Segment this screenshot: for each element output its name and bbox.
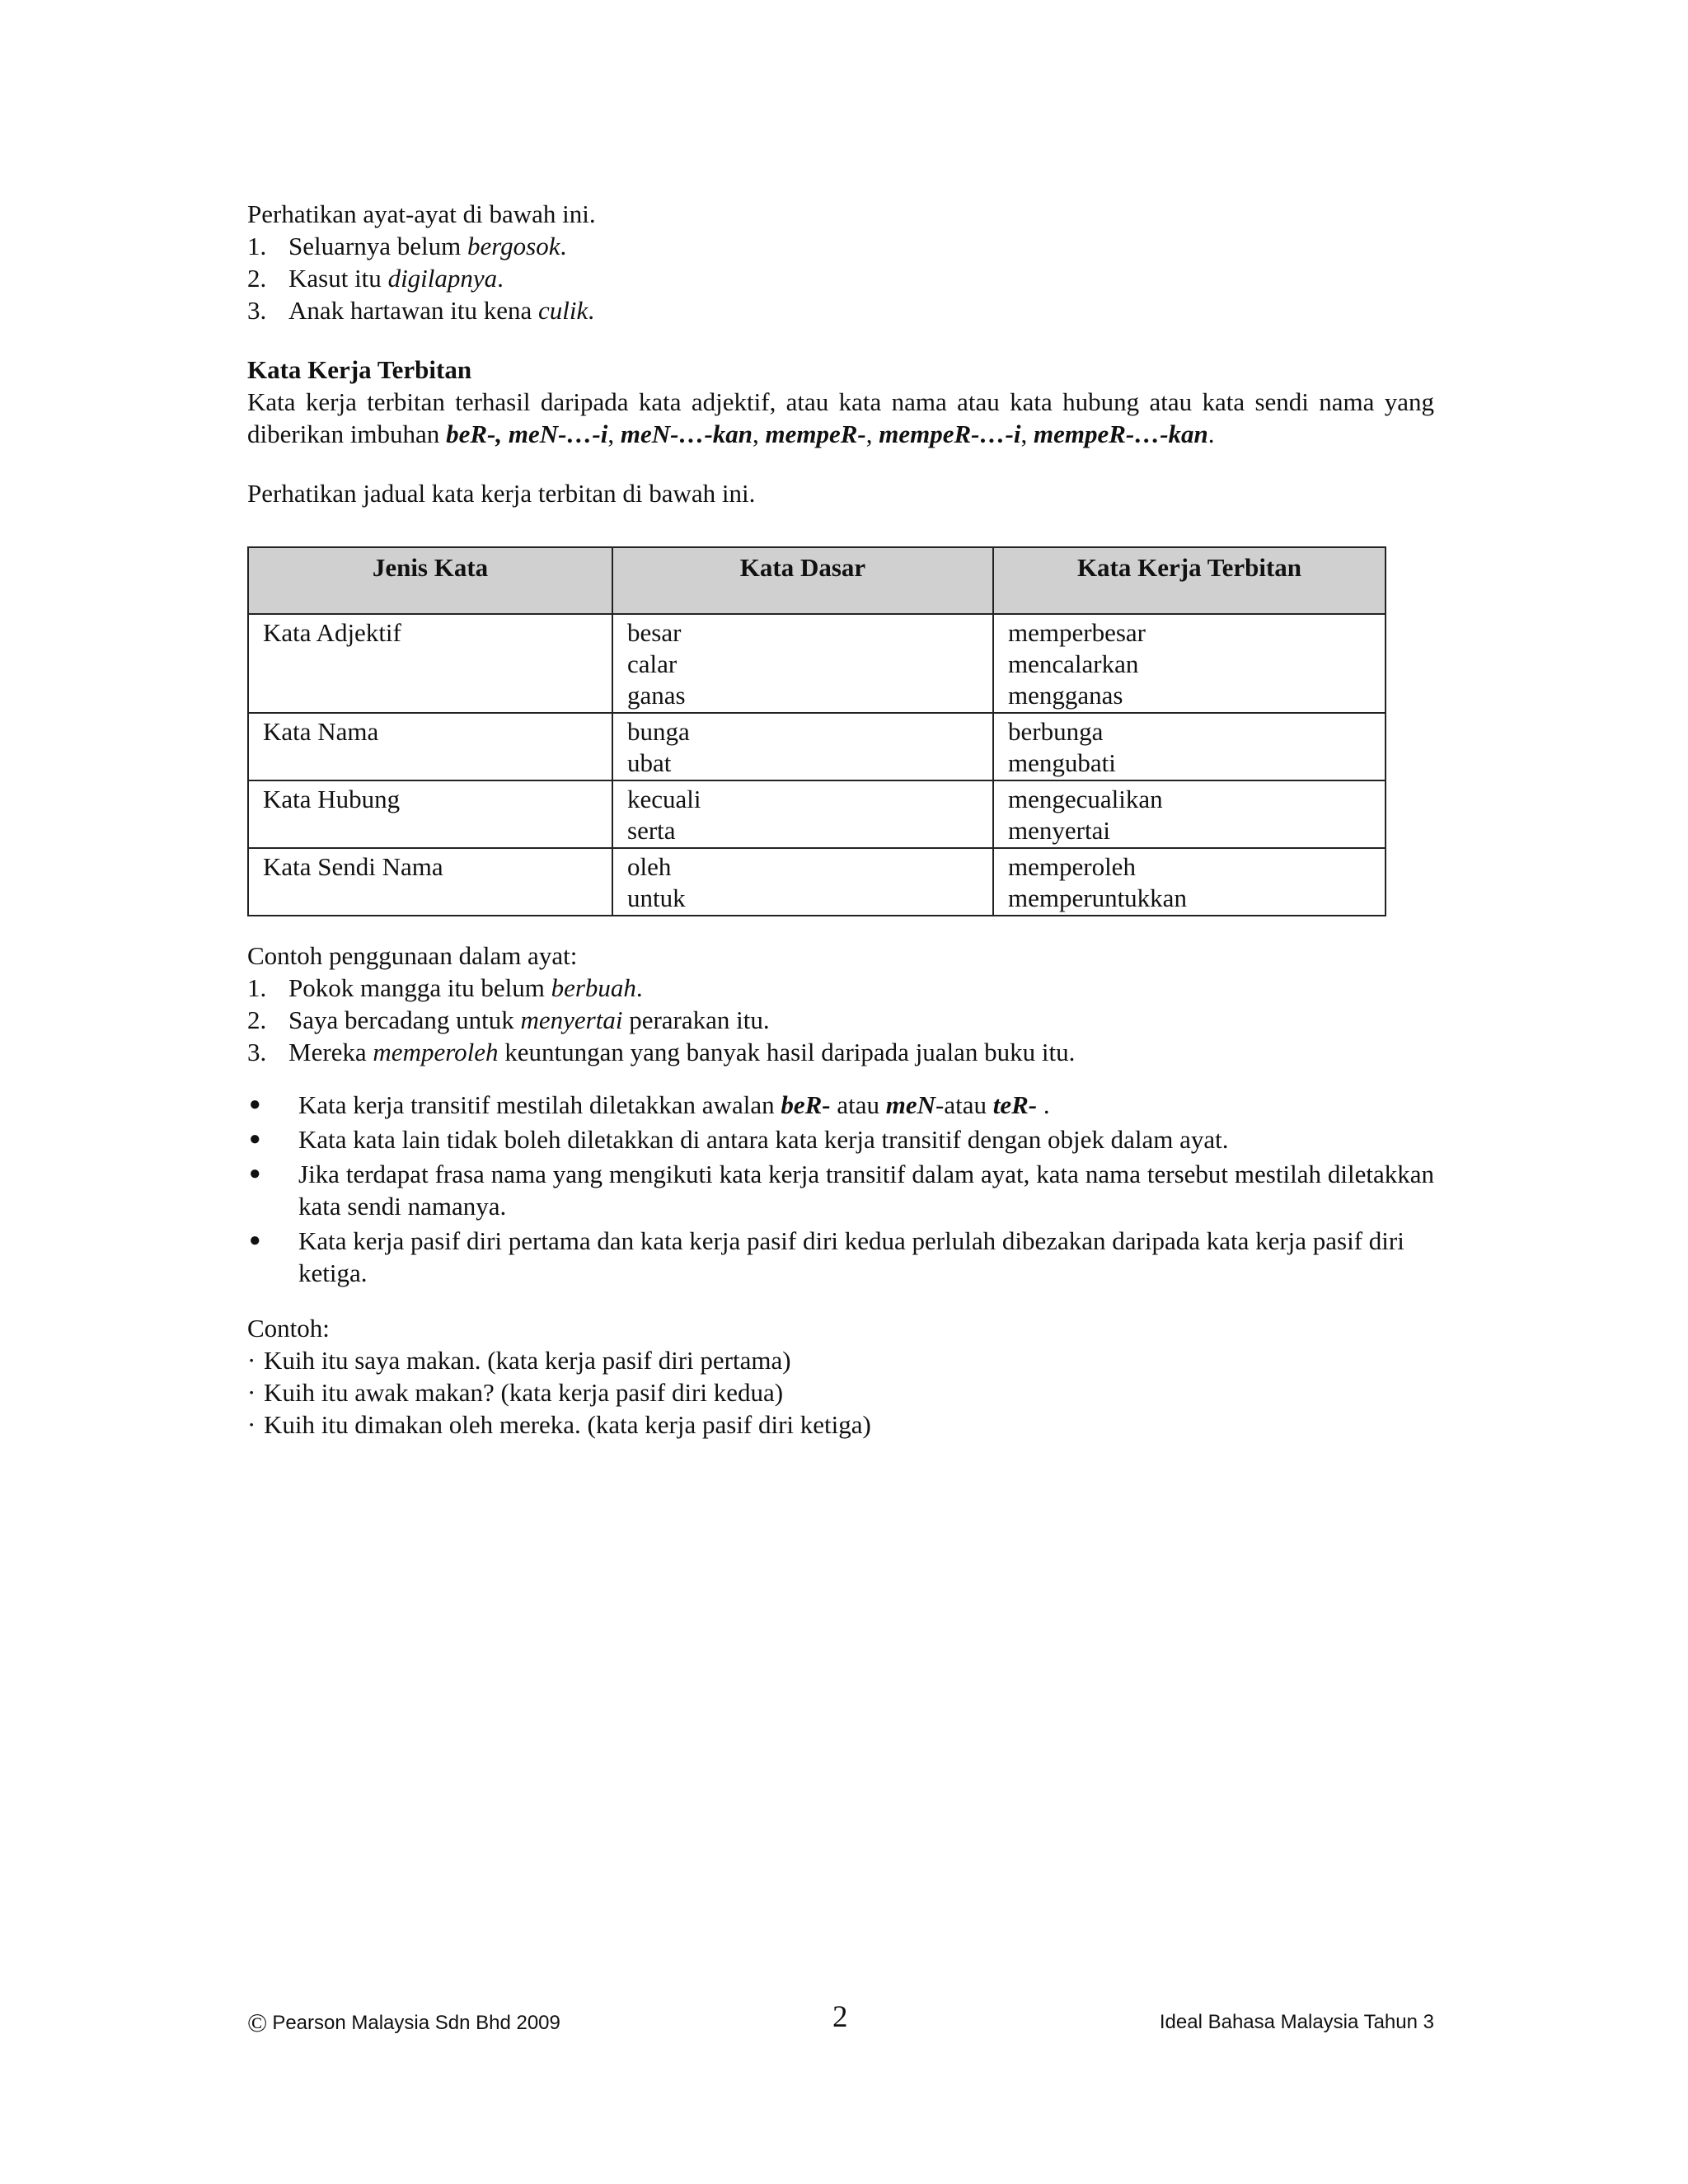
table-cell: memperoleh memperuntukkan bbox=[993, 848, 1386, 916]
example-item: · Kuih itu awak makan? (kata kerja pasif diri kedua) bbox=[247, 1378, 784, 1407]
table-row bbox=[248, 848, 1386, 916]
middle-dot-icon: · bbox=[247, 1346, 256, 1375]
middle-dot-icon: · bbox=[247, 1410, 256, 1439]
section-paragraph: Kata kerja terbitan terhasil daripada kata adjektif, atau kata nama atau kata hubung atau kata sendi nama yang diberikan imbuhan beR-, meN-…-i, meN-…-kan, mempeR-, mempeR-…-i, mempeR-…-kan. bbox=[247, 387, 1434, 448]
list-item: 3. Anak hartawan itu kena culik. bbox=[247, 296, 594, 325]
table-row bbox=[248, 780, 1386, 848]
kata-kerja-table bbox=[247, 546, 1386, 916]
bullet-item: ● Kata kerja transitif mestilah diletakkan awalan beR- atau meN-atau teR- . bbox=[249, 1090, 1050, 1119]
table-cell: bunga ubat bbox=[612, 713, 993, 780]
footer-publisher: © Pearson Malaysia Sdn Bhd 2009 bbox=[247, 2008, 560, 2037]
usage-section bbox=[247, 940, 1434, 1441]
table-intro: Perhatikan jadual kata kerja terbitan di bawah ini. bbox=[247, 479, 756, 508]
list-item: 1. Seluarnya belum bergosok. bbox=[247, 232, 567, 260]
table-cell: Kata Sendi Nama bbox=[248, 848, 612, 916]
table-cell: Kata Nama bbox=[248, 713, 612, 780]
column-header: Kata Kerja Terbitan bbox=[993, 547, 1386, 614]
table-header-row bbox=[248, 547, 1386, 614]
page-footer bbox=[247, 2000, 1434, 2046]
list-item: 3. Mereka memperoleh keuntungan yang banyak hasil daripada jualan buku itu. bbox=[247, 1038, 1076, 1066]
table-row bbox=[248, 614, 1386, 713]
footer-book-title: Ideal Bahasa Malaysia Tahun 3 bbox=[1159, 2011, 1434, 2033]
page-body bbox=[247, 198, 1434, 509]
intro-list bbox=[247, 230, 1434, 326]
list-item: 2. Saya bercadang untuk menyertai perarakan itu. bbox=[247, 1005, 770, 1034]
bullet-icon: ● bbox=[249, 1230, 261, 1251]
section-heading: Kata Kerja Terbitan bbox=[247, 355, 472, 384]
table-row bbox=[248, 713, 1386, 780]
copyright-icon: © bbox=[247, 2008, 268, 2037]
column-header: Kata Dasar bbox=[612, 547, 993, 614]
middle-dot-icon: · bbox=[247, 1378, 256, 1407]
table-cell: Kata Hubung bbox=[248, 780, 612, 848]
bullet-item: ● Kata kerja pasif diri pertama dan kata kerja pasif diri kedua perlulah dibezakan daripada kata kerja pasif diri ketiga. bbox=[249, 1226, 1404, 1287]
table-cell: kecuali serta bbox=[612, 780, 993, 848]
usage-lead: Contoh penggunaan dalam ayat: bbox=[247, 941, 578, 970]
list-item: 2. Kasut itu digilapnya. bbox=[247, 264, 504, 293]
column-header: Jenis Kata bbox=[248, 547, 612, 614]
table-cell: berbunga mengubati bbox=[993, 713, 1386, 780]
examples-lead: Contoh: bbox=[247, 1314, 330, 1343]
example-item: · Kuih itu saya makan. (kata kerja pasif diri pertama) bbox=[247, 1346, 791, 1375]
bullet-icon: ● bbox=[249, 1128, 261, 1150]
rules-list bbox=[247, 1089, 1434, 1289]
list-item: 1. Pokok mangga itu belum berbuah. bbox=[247, 973, 643, 1002]
table-cell: besar calar ganas bbox=[612, 614, 993, 713]
table-cell: Kata Adjektif bbox=[248, 614, 612, 713]
bullet-item: ● Jika terdapat frasa nama yang mengikuti kata kerja transitif dalam ayat, kata nama tersebut mestilah diletakkan kata sendi namanya. bbox=[249, 1160, 1434, 1221]
intro-lead: Perhatikan ayat-ayat di bawah ini. bbox=[247, 199, 596, 228]
example-item: · Kuih itu dimakan oleh mereka. (kata kerja pasif diri ketiga) bbox=[247, 1410, 871, 1439]
table-cell: mengecualikan menyertai bbox=[993, 780, 1386, 848]
bullet-icon: ● bbox=[249, 1094, 261, 1115]
bullet-item: ● Kata kata lain tidak boleh diletakkan di antara kata kerja transitif dengan objek dalam ayat. bbox=[249, 1125, 1229, 1154]
page-number: 2 bbox=[832, 2000, 848, 2034]
table-cell: memperbesar mencalarkan mengganas bbox=[993, 614, 1386, 713]
table-cell: oleh untuk bbox=[612, 848, 993, 916]
bullet-icon: ● bbox=[249, 1163, 261, 1184]
